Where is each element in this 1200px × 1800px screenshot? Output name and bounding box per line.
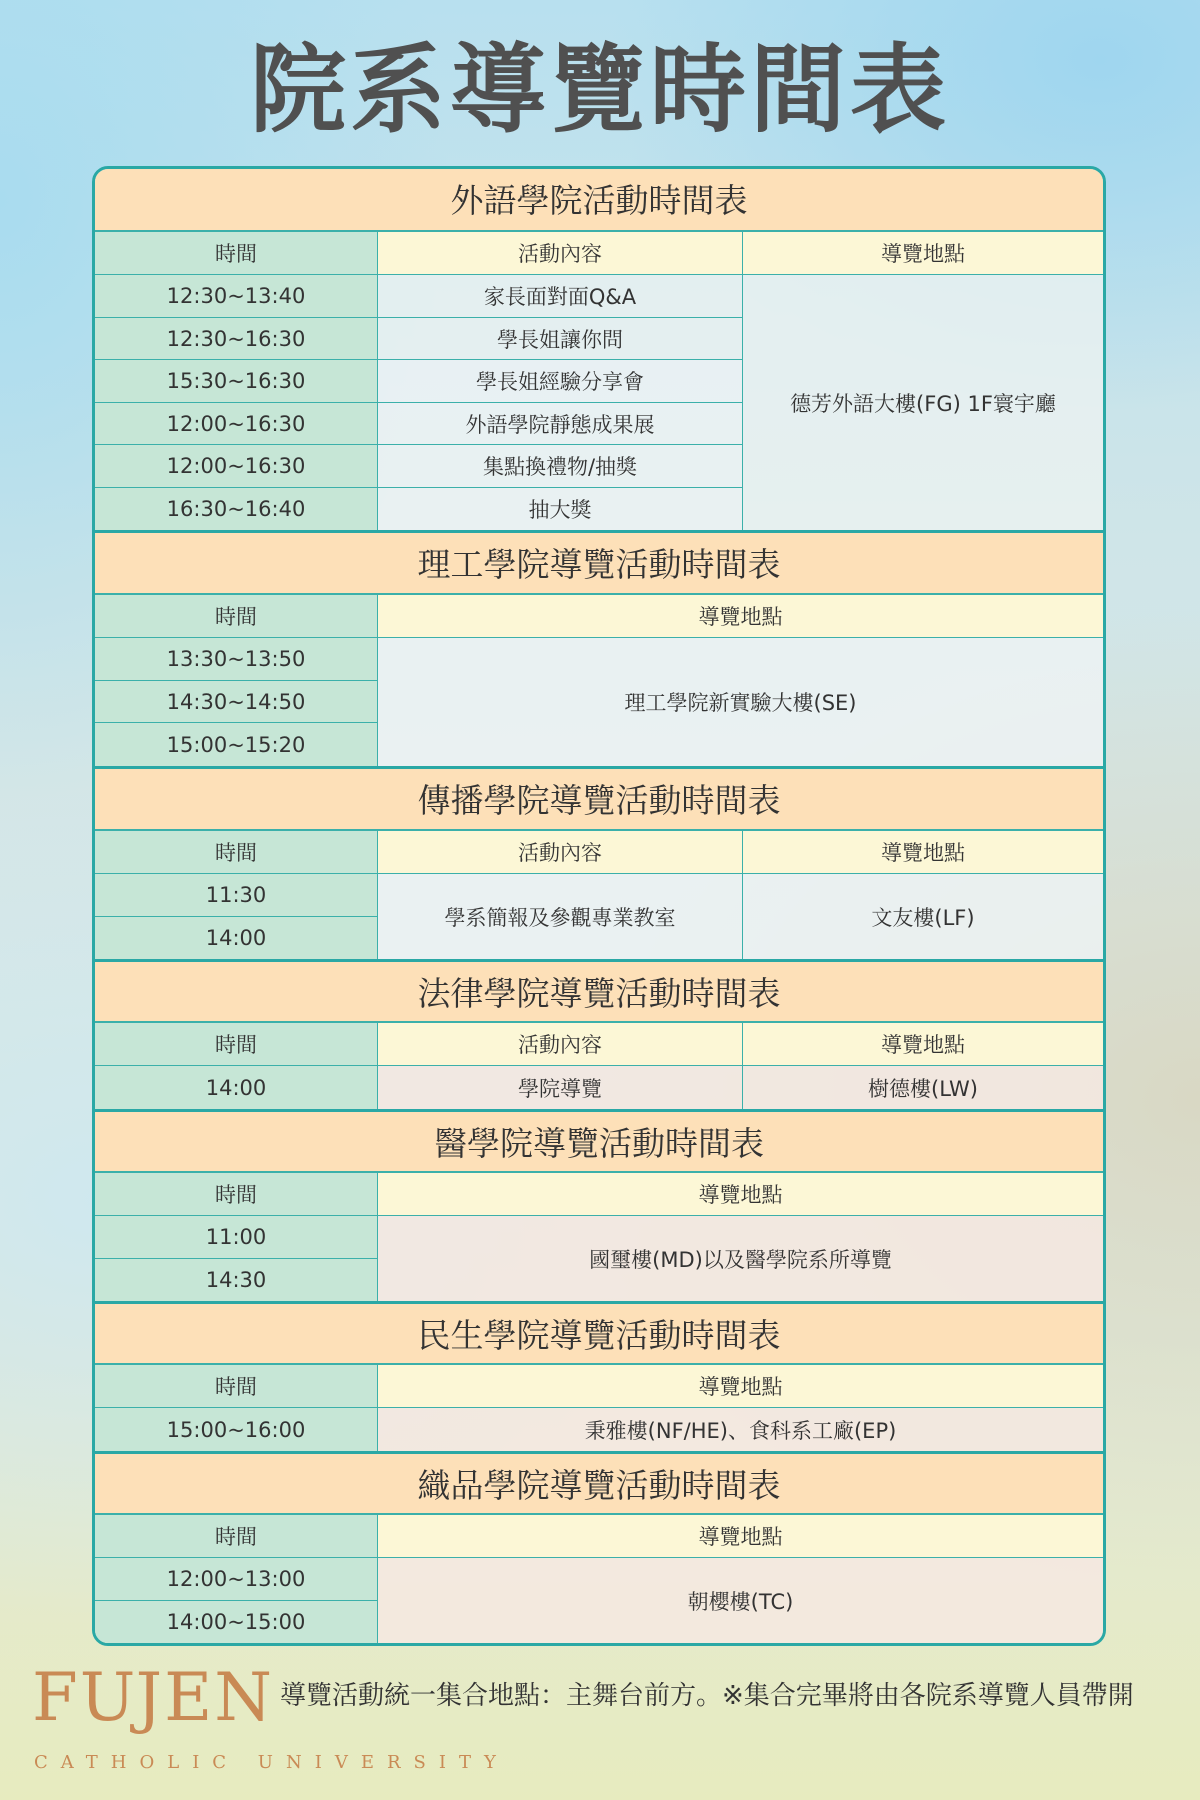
header-content: 活動內容: [378, 831, 743, 874]
section-title-foreign-languages: 外語學院活動時間表: [95, 169, 1103, 232]
table-row-time: 12:00~16:30: [95, 403, 378, 445]
section-title-law: 法律學院導覽活動時間表: [95, 959, 1103, 1023]
header-place: 導覽地點: [378, 595, 1103, 638]
table-row-content: 抽大獎: [378, 488, 743, 530]
table-row-time: 14:30: [95, 1259, 378, 1301]
header-time: 時間: [95, 1515, 378, 1558]
header-place: 導覽地點: [743, 232, 1103, 275]
table-row-place: 樹德樓(LW): [743, 1066, 1103, 1109]
header-time: 時間: [95, 831, 378, 874]
table-row-time: 15:30~16:30: [95, 360, 378, 403]
header-time: 時間: [95, 595, 378, 638]
table-row-time: 12:30~13:40: [95, 275, 378, 318]
header-content: 活動內容: [378, 232, 743, 275]
table-row-content: 外語學院靜態成果展: [378, 403, 743, 445]
table-row-content: 學長姐讓你問: [378, 318, 743, 360]
header-time: 時間: [95, 232, 378, 275]
header-place: 導覽地點: [743, 1023, 1103, 1066]
table-row-time: 16:30~16:40: [95, 488, 378, 530]
header-place: 導覽地點: [378, 1173, 1103, 1216]
schedule-table: [92, 166, 1106, 1646]
fujen-logo: [32, 1659, 275, 1736]
section-title-human-ecology: 民生學院導覽活動時間表: [95, 1301, 1103, 1365]
header-place: 導覽地點: [378, 1365, 1103, 1408]
table-row-time: 11:30: [95, 874, 378, 917]
table-row-time: 12:00~16:30: [95, 445, 378, 488]
table-row-time: 11:00: [95, 1216, 378, 1259]
section-title-communication: 傳播學院導覽活動時間表: [95, 766, 1103, 831]
place-cell: 文友樓(LF): [743, 874, 1103, 959]
table-row-time: 14:00~15:00: [95, 1601, 378, 1643]
logo-wordmark: FUJEN: [32, 1659, 275, 1736]
assembly-note: 導覽活動統一集合地點：主舞台前方。※集合完畢將由各院系導覽人員帶開: [280, 1681, 1134, 1711]
table-row-content: 集點換禮物/抽獎: [378, 445, 743, 488]
table-row-time: 13:30~13:50: [95, 638, 378, 681]
page-title: 院系導覽時間表: [250, 34, 950, 146]
table-row-time: 12:00~13:00: [95, 1558, 378, 1601]
table-row-time: 14:30~14:50: [95, 681, 378, 723]
table-row-time: 15:00~15:20: [95, 723, 378, 766]
table-row-content: 學長姐經驗分享會: [378, 360, 743, 403]
table-row-time: 12:30~16:30: [95, 318, 378, 360]
place-cell: 理工學院新實驗大樓(SE): [378, 638, 1103, 766]
header-time: 時間: [95, 1173, 378, 1216]
table-row-time: 15:00~16:00: [95, 1408, 378, 1451]
place-cell: 朝櫻樓(TC): [378, 1558, 1103, 1643]
content-cell: 學系簡報及參觀專業教室: [378, 874, 743, 959]
header-time: 時間: [95, 1365, 378, 1408]
logo-subtitle: CATHOLIC UNIVERSITY: [34, 1752, 509, 1773]
section-title-science-engineering: 理工學院導覽活動時間表: [95, 530, 1103, 595]
table-row-time: 14:00: [95, 1066, 378, 1109]
header-time: 時間: [95, 1023, 378, 1066]
section-title-textiles: 織品學院導覽活動時間表: [95, 1451, 1103, 1515]
place-cell: 德芳外語大樓(FG) 1F寰宇廳: [743, 275, 1103, 530]
header-place: 導覽地點: [743, 831, 1103, 874]
table-row-content: 學院導覽: [378, 1066, 743, 1109]
header-place: 導覽地點: [378, 1515, 1103, 1558]
table-row-time: 14:00: [95, 917, 378, 959]
section-title-medicine: 醫學院導覽活動時間表: [95, 1109, 1103, 1173]
table-row-place: 秉雅樓(NF/HE)、食科系工廠(EP): [378, 1408, 1103, 1451]
header-content: 活動內容: [378, 1023, 743, 1066]
place-cell: 國璽樓(MD)以及醫學院系所導覽: [378, 1216, 1103, 1301]
table-row-content: 家長面對面Q&A: [378, 275, 743, 318]
